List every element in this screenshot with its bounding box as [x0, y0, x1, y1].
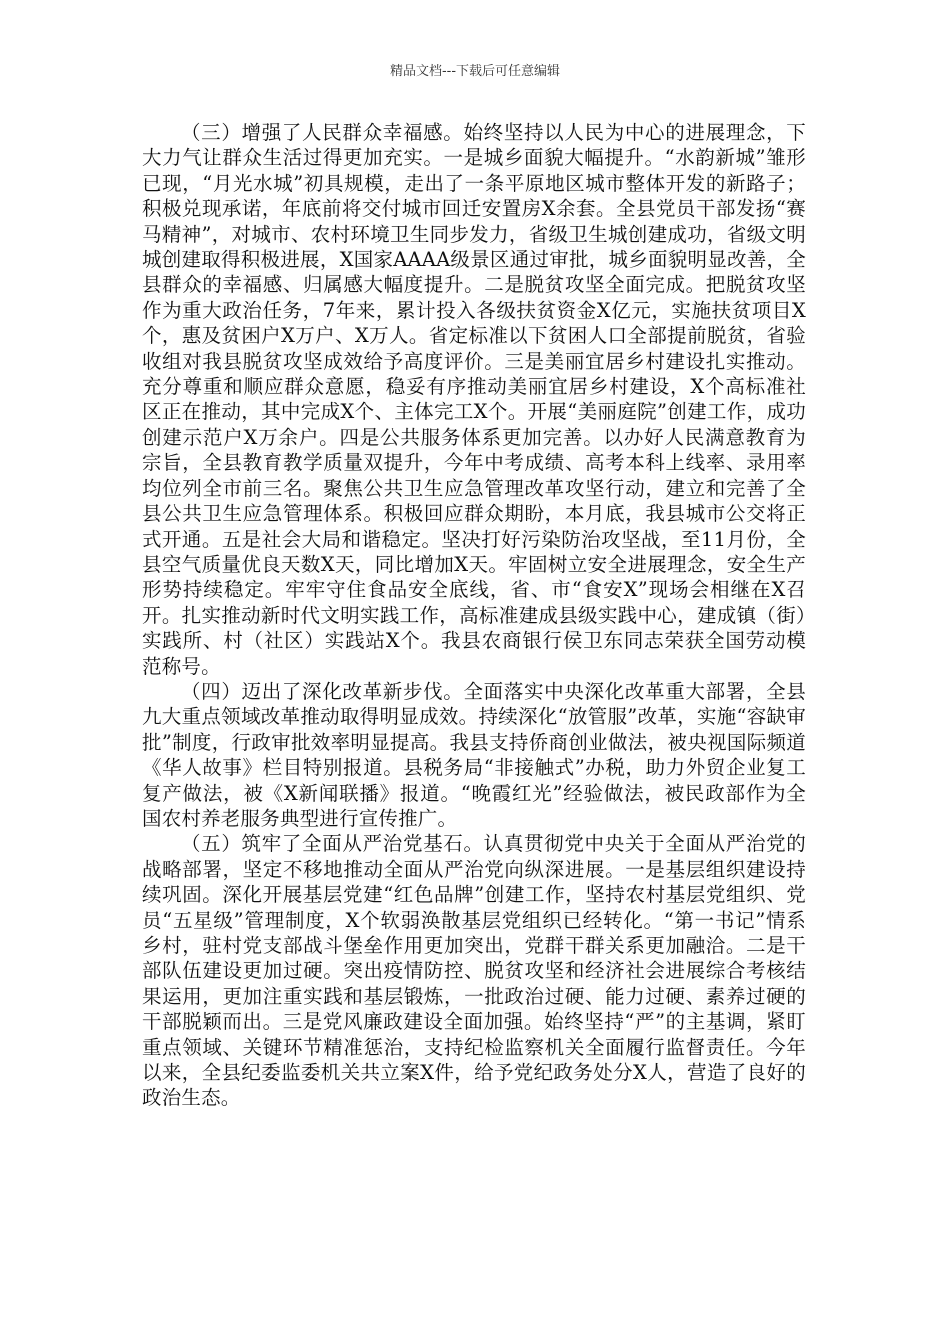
page-header: 精品文档---下载后可任意编辑 — [389, 64, 561, 79]
paragraph-section-three: （三）增强了人民群众幸福感。始终坚持以人民为中心的进展理念，下大力气让群众生活过得更加充实。一是城乡面貌大幅提升。“水韵新城”雏形已现，“月光水城”初具规模，走出了一条平原地区城市整体开发的新路子；积极兑现承诺，年底前将交付城市回迁安置房X余套。全县党员干部发扬“赛马精神”，对城市、农村环境卫生同步发力，省级卫生城创建成功，省级文明城创建取得积极进展，X国家AAAA级景区通过审批，城乡面貌明显改善，全县群众的幸福感、归属感大幅度提升。二是脱贫攻坚全面完成。把脱贫攻坚作为重大政治任务，7年来，累计投入各级扶贫资金X亿元，实施扶贫项目X个，惠及贫困户X万户、X万人。省定标准以下贫困人口全部提前脱贫，省验收组对我县脱贫攻坚成效给予高度评价。三是美丽宜居乡村建设扎实推动。充分尊重和顺应群众意愿，稳妥有序推动美丽宜居乡村建设，X个高标准社区正在推动，其中完成X个、主体完工X个。开展“美丽庭院”创建工作，成功创建示范户X万余户。四是公共服务体系更加完善。以办好人民满意教育为宗旨，全县教育教学质量双提升，今年中考成绩、高考本科上线率、录用率均位列全市前三名。聚焦公共卫生应急管理改革攻坚行动，建立和完善了全县公共卫生应急管理体系。积极回应群众期盼，本月底，我县城市公交将正式开通。五是社会大局和谐稳定。坚决打好污染防治攻坚战，至11月份，全县空气质量优良天数X天，同比增加X天。牢固树立安全进展理念，安全生产形势持续稳定。牢牢守住食品安全底线，省、市“食安X”现场会相继在X召开。扎实推动新时代文明实践工作，高标准建成县级实践中心，建成镇（街）实践所、村（社区）实践站X个。我县农商银行侯卫东同志荣获全国劳动模范称号。 — [142, 121, 806, 678]
paragraph-section-five: （五）筑牢了全面从严治党基石。认真贯彻党中央关于全面从严治党的战略部署，坚定不移地推动全面从严治党向纵深进展。一是基层组织建设持续巩固。深化开展基层党建“红色品牌”创建工作，坚持农村基层党组织、党员“五星级”管理制度，X个软弱涣散基层党组织已经转化。“第一书记”情系乡村，驻村党支部战斗堡垒作用更加突出，党群干群关系更加融洽。二是干部队伍建设更加过硬。突出疫情防控、脱贫攻坚和经济社会进展综合考核结果运用，更加注重实践和基层锻炼，一批政治过硬、能力过硬、素养过硬的干部脱颖而出。三是党风廉政建设全面加强。始终坚持“严”的主基调，紧盯重点领域、关键环节精准惩治，支持纪检监察机关全面履行监督责任。今年以来，全县纪委监委机关共立案X件，给予党纪政务处分X人，营造了良好的政治生态。 — [142, 832, 806, 1110]
paragraph-section-four: （四）迈出了深化改革新步伐。全面落实中央深化改革重大部署，全县九大重点领域改革推动取得明显成效。持续深化“放管服”改革，实施“容缺审批”制度，行政审批效率明显提高。我县支持侨商创业做法，被央视国际频道《华人故事》栏目特别报道。县税务局“非接触式”办税，助力外贸企业复工复产做法，被《X新闻联播》报道。“晚霞红光”经验做法，被民政部作为全国农村养老服务典型进行宣传推广。 — [142, 679, 806, 830]
document-body — [142, 120, 806, 1111]
